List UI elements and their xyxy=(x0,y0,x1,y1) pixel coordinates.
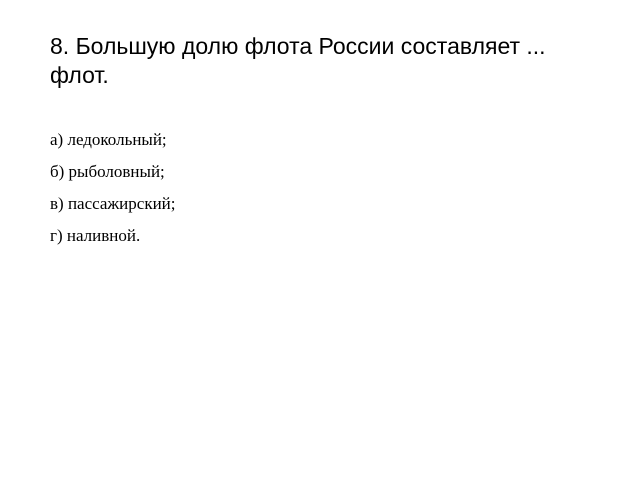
answer-list xyxy=(50,130,590,258)
answer-option-v: в) пассажирский; xyxy=(50,194,176,213)
question-title: 8. Большую долю флота России составляет ... флот. xyxy=(50,33,546,88)
answer-option-a: а) ледокольный; xyxy=(50,130,167,149)
answer-option-g: г) наливной. xyxy=(50,226,141,245)
answer-option-b: б) рыболовный; xyxy=(50,162,165,181)
